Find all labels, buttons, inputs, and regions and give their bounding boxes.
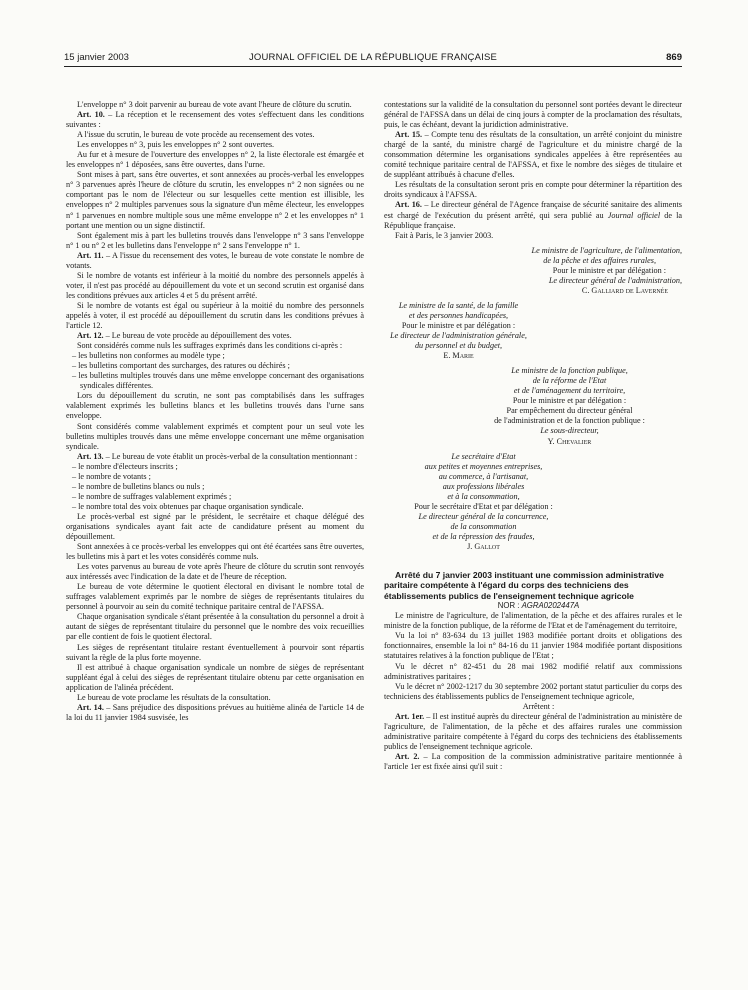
signatory-name: E. Marie bbox=[443, 351, 474, 361]
signatory-line: Le ministre de l'agriculture, de l'alimentation, bbox=[531, 245, 682, 255]
signatory-line: Le ministre de la santé, de la famille bbox=[398, 300, 519, 310]
article-heading: Art. 15. bbox=[395, 130, 423, 140]
signatory-line: Pour le ministre et par délégation : bbox=[552, 265, 666, 275]
signature-block-consommation bbox=[378, 452, 578, 552]
signatory-line: Par empêchement du directeur général bbox=[506, 406, 633, 416]
paragraph: Les sièges de représentant titulaire restant éventuellement à pourvoir sont répartis suivant la règle de la plus forte moyenne. bbox=[66, 642, 364, 662]
signatory-line: Pour le secrétaire d'Etat et par délégation : bbox=[414, 501, 553, 511]
list-item: – les bulletins non conformes au modèle type ; bbox=[72, 351, 225, 361]
article-12 bbox=[66, 331, 364, 341]
signatory-name: C. Galliard de Lavernée bbox=[581, 285, 668, 295]
article-heading: Art. 12. bbox=[77, 331, 104, 341]
article-text: – A l'issue du recensement des votes, le bureau de vote constate le nombre de votants. bbox=[66, 250, 364, 270]
nor-label: NOR : bbox=[497, 601, 522, 611]
signatory-line: de la réforme de l'Etat bbox=[532, 376, 607, 386]
header-date: 15 janvier 2003 bbox=[64, 52, 129, 63]
paragraph: L'enveloppe n° 3 doit parvenir au bureau de vote avant l'heure de clôture du scrutin. bbox=[77, 100, 352, 109]
decree-title: Arrêté du 7 janvier 2003 instituant une commission administrative paritaire compétente à l'égard du corps des techniciens des établissements publics de l'enseignement technique agricole bbox=[384, 570, 664, 601]
signatory-line: Le secrétaire d'Etat bbox=[451, 451, 516, 461]
right-column bbox=[384, 100, 682, 772]
paragraph: Le bureau de vote proclame les résultats de la consultation. bbox=[77, 692, 271, 702]
paragraph: Sont également mis à part les bulletins trouvés dans l'enveloppe n° 3 sans l'enveloppe n° 1 ou n° 2 et les bulletins dans l'enveloppe n° 2 sans l'enveloppe n° 1. bbox=[66, 230, 364, 250]
signatory-name: J. Gallot bbox=[467, 541, 500, 551]
paragraph: Les votes parvenus au bureau de vote après l'heure de clôture du scrutin sont renvoyés aux intéressés avec l'indication de la date et de l'heure de réception. bbox=[66, 562, 364, 582]
article-16 bbox=[384, 200, 682, 230]
signatory-line: et de l'aménagement du territoire, bbox=[513, 386, 626, 396]
paragraph: Les enveloppes n° 3, puis les enveloppes n° 2 sont ouvertes. bbox=[77, 140, 275, 150]
signatory-line: Le sous-directeur, bbox=[540, 426, 599, 436]
article-heading: Art. 10. bbox=[77, 110, 105, 120]
paragraph: Le ministre de l'agriculture, de l'alimentation, de la pêche et des affaires rurales et le ministre de la fonction publique, de la réforme de l'Etat et de l'aménagement du territoire, bbox=[384, 611, 682, 631]
article-text: – La composition de la commission administrative paritaire mentionnée à l'article 1er est fixée ainsi qu'il suit : bbox=[384, 751, 682, 771]
article-1 bbox=[384, 712, 682, 752]
paragraph: Chaque organisation syndicale s'étant présentée à la consultation du personnel a droit à autant de sièges de représentant titulaire du personnel que le nombre des voix recueillies par elle contient de fois le quotient électoral. bbox=[66, 612, 364, 642]
article-text: – Sans préjudice des dispositions prévues au huitième alinéa de l'article 14 de la loi du 11 janvier 1984 susvisée, les bbox=[66, 702, 364, 722]
list-item: – les bulletins comportant des surcharges, des ratures ou déchirés ; bbox=[72, 361, 290, 371]
nor-code: AGRA0202447A bbox=[521, 601, 580, 611]
null-votes-list bbox=[66, 351, 364, 391]
paragraph: Sont considérés comme nuls les suffrages exprimés dans les conditions ci-après : bbox=[77, 341, 343, 351]
signature-block-sante bbox=[368, 301, 538, 361]
list-item: – le nombre d'électeurs inscrits ; bbox=[72, 461, 178, 471]
article-text: – Il est institué auprès du directeur général de l'administration au ministère de l'agriculture, de l'alimentation, de la pêche et des affaires rurales une commission administrative paritaire compétente à l'égard du corps des techniciens des établissements publics de l'enseignement technique agricole. bbox=[384, 711, 682, 751]
paragraph: Si le nombre de votants est inférieur à la moitié du nombre des personnels appelés à voter, il n'est pas procédé au dépouillement du vote et un second scrutin est organisé dans les conditions prévues aux articles 4 et 5 du présent arrêté. bbox=[66, 270, 364, 300]
signatory-line: de la consommation bbox=[450, 521, 517, 531]
article-text: – Le bureau de vote procède au dépouillement des votes. bbox=[103, 331, 292, 341]
article-heading: Art. 13. bbox=[77, 451, 104, 461]
paragraph: Vu la loi n° 83-634 du 13 juillet 1983 modifiée portant droits et obligations des fonctionnaires, ensemble la loi n° 84-16 du 11 janvier 1984 modifiée portant dispositions statutaires relatives à la fonction publique de l'Etat ; bbox=[384, 631, 682, 661]
article-heading: Art. 1er. bbox=[395, 711, 425, 721]
signatory-line: de l'administration et de la fonction publique : bbox=[494, 416, 645, 426]
page-number: 869 bbox=[666, 52, 682, 63]
list-item: – les bulletins multiples trouvés dans une même enveloppe concernant des organisations syndicales différentes. bbox=[72, 371, 364, 391]
signatory-line: Pour le ministre et par délégation : bbox=[512, 396, 627, 406]
paragraph: Sont annexées à ce procès-verbal les enveloppes qui ont été écartées sans être ouvertes, les bulletins mis à part et les votes considérés comme nuls. bbox=[66, 542, 364, 562]
article-heading: Art. 16. bbox=[395, 200, 422, 210]
signatory-line: aux petites et moyennes entreprises, bbox=[424, 461, 543, 471]
paragraph: contestations sur la validité de la consultation du personnel sont portées devant le directeur général de l'AFSSA dans un délai de cinq jours à compter de la proclamation des résultats, puis, le cas échéant, devant la juridiction administrative. bbox=[384, 100, 682, 130]
paragraph: Le procès-verbal est signé par le président, le secrétaire et chaque délégué des organisations syndicales ayant fait acte de candidature présent au moment du dépouillement. bbox=[66, 511, 364, 542]
signatory-line: et de la répression des fraudes, bbox=[432, 531, 535, 541]
signatory-line: du personnel et du budget, bbox=[414, 341, 503, 351]
header-rule bbox=[64, 66, 682, 67]
signatory-line: et des personnes handicapées, bbox=[408, 310, 509, 320]
signatory-line: aux professions libérales bbox=[442, 481, 525, 491]
signatory-line: Le directeur général de l'administration, bbox=[548, 275, 682, 285]
list-item: – le nombre de suffrages valablement exprimés ; bbox=[72, 491, 232, 501]
signatory-line: Le ministre de la fonction publique, bbox=[511, 366, 628, 376]
arretent-heading: Arrêtent : bbox=[522, 701, 555, 711]
signatory-name: Y. Chevalier bbox=[547, 436, 592, 446]
left-column bbox=[66, 100, 364, 723]
article-15 bbox=[384, 130, 682, 180]
article-text: – Compte tenu des résultats de la consultation, un arrêté conjoint du ministre chargé de la santé, du ministre chargé de l'agriculture et du ministre chargé de la consommation détermine les organisations syndicales appelées à être représentées au comité technique paritaire central de l'AFSSA, et fixe le nombre des sièges de titulaire et de suppléant attribués à chacune d'elles. bbox=[384, 130, 682, 180]
article-heading: Art. 14. bbox=[77, 702, 104, 712]
paragraph: Le bureau de vote détermine le quotient électoral en divisant le nombre total de suffrages valablement exprimés par le nombre de sièges de représentants titulaires du personnel à pourvoir au sein du comité technique paritaire central de l'AFSSA. bbox=[66, 582, 364, 612]
signatory-line: Le directeur général de la concurrence, bbox=[418, 511, 549, 521]
article-heading: Art. 2. bbox=[395, 751, 420, 761]
page-header bbox=[64, 52, 682, 66]
signature-block-agriculture bbox=[384, 246, 682, 296]
article-text: – La réception et le recensement des votes s'effectuent dans les conditions suivantes : bbox=[66, 110, 364, 130]
signatory-line: de la pêche et des affaires rurales, bbox=[543, 255, 656, 265]
nor-reference bbox=[384, 601, 682, 611]
place-date: Fait à Paris, le 3 janvier 2003. bbox=[395, 230, 494, 240]
signatory-line: Le directeur de l'administration générale, bbox=[390, 331, 527, 341]
signatory-line: Pour le ministre et par délégation : bbox=[401, 320, 516, 330]
list-item: – le nombre de votants ; bbox=[72, 471, 151, 481]
article-2 bbox=[384, 752, 682, 772]
article-text: – Le directeur général de l'Agence française de sécurité sanitaire des aliments est chargé de l'exécution du présent arrêté, qui sera publié au bbox=[384, 200, 682, 220]
journal-name: Journal officiel bbox=[607, 210, 661, 220]
paragraph: Au fur et à mesure de l'ouverture des enveloppes n° 2, la liste électorale est émargée et les enveloppes n° 1 déposées, sans être ouvertes, dans l'urne. bbox=[66, 150, 364, 170]
paragraph: A l'issue du scrutin, le bureau de vote procède au recensement des votes. bbox=[77, 130, 315, 140]
article-10 bbox=[66, 110, 364, 130]
journal-title: JOURNAL OFFICIEL DE LA RÉPUBLIQUE FRANÇAISE bbox=[248, 52, 498, 63]
list-item: – le nombre total des voix obtenues par chaque organisation syndicale. bbox=[72, 501, 304, 511]
article-text: de la République française. bbox=[384, 210, 682, 230]
list-item: – le nombre de bulletins blancs ou nuls ; bbox=[72, 481, 205, 491]
article-13 bbox=[66, 452, 364, 462]
article-heading: Art. 11. bbox=[77, 250, 104, 260]
article-text: – Le bureau de vote établit un procès-verbal de la consultation mentionnant : bbox=[103, 451, 358, 461]
paragraph: Vu le décret n° 2002-1217 du 30 septembre 2002 portant statut particulier du corps des techniciens des établissements publics de l'enseignement technique agricole, bbox=[384, 681, 682, 701]
minutes-list bbox=[66, 462, 364, 512]
signatory-line: au commerce, à l'artisanat, bbox=[438, 471, 529, 481]
article-14 bbox=[66, 703, 364, 723]
signature-block-fonction-publique bbox=[444, 366, 684, 446]
paragraph: Vu le décret n° 82-451 du 28 mai 1982 modifié relatif aux commissions administratives paritaires ; bbox=[384, 661, 682, 681]
paragraph: Lors du dépouillement du scrutin, ne sont pas comptabilisés dans les suffrages valablement exprimés les bulletins blancs et les bulletins trouvés dans l'urne sans enveloppe. bbox=[66, 391, 364, 421]
paragraph: Si le nombre de votants est égal ou supérieur à la moitié du nombre des personnels appelés à voter, il est procédé au dépouillement du scrutin dans les conditions prévues à l'article 12. bbox=[66, 300, 364, 331]
paragraph: Les résultats de la consultation seront pris en compte pour déterminer la répartition des droits syndicaux à l'AFSSA. bbox=[384, 180, 682, 200]
paragraph: Sont mises à part, sans être ouvertes, et sont annexées au procès-verbal les enveloppes n° 3 parvenues après l'heure de clôture du scrutin, les enveloppes n° 2 non signées ou ne comportant pas le nom de l'électeur ou sur lesquelles cette mention est illisible, les enveloppes n° 2 multiples parvenues sous la signature d'un même électeur, les enveloppes n° 1 parvenues en nombre multiple sous une même enveloppe n° 2 et les enveloppes n° 1 portant une mention ou un signe distinctif. bbox=[66, 170, 364, 230]
article-11 bbox=[66, 251, 364, 271]
paragraph: Il est attribué à chaque organisation syndicale un nombre de sièges de représentant suppléant égal à celui des sièges de représentant titulaire obtenu par cette organisation en application de l'alinéa précédent. bbox=[66, 662, 364, 692]
signatory-line: et à la consommation, bbox=[447, 491, 520, 501]
paragraph: Sont considérés comme valablement exprimés et comptent pour un seul vote les bulletins multiples trouvés dans une même enveloppe concernant une même organisation syndicale. bbox=[66, 421, 364, 451]
